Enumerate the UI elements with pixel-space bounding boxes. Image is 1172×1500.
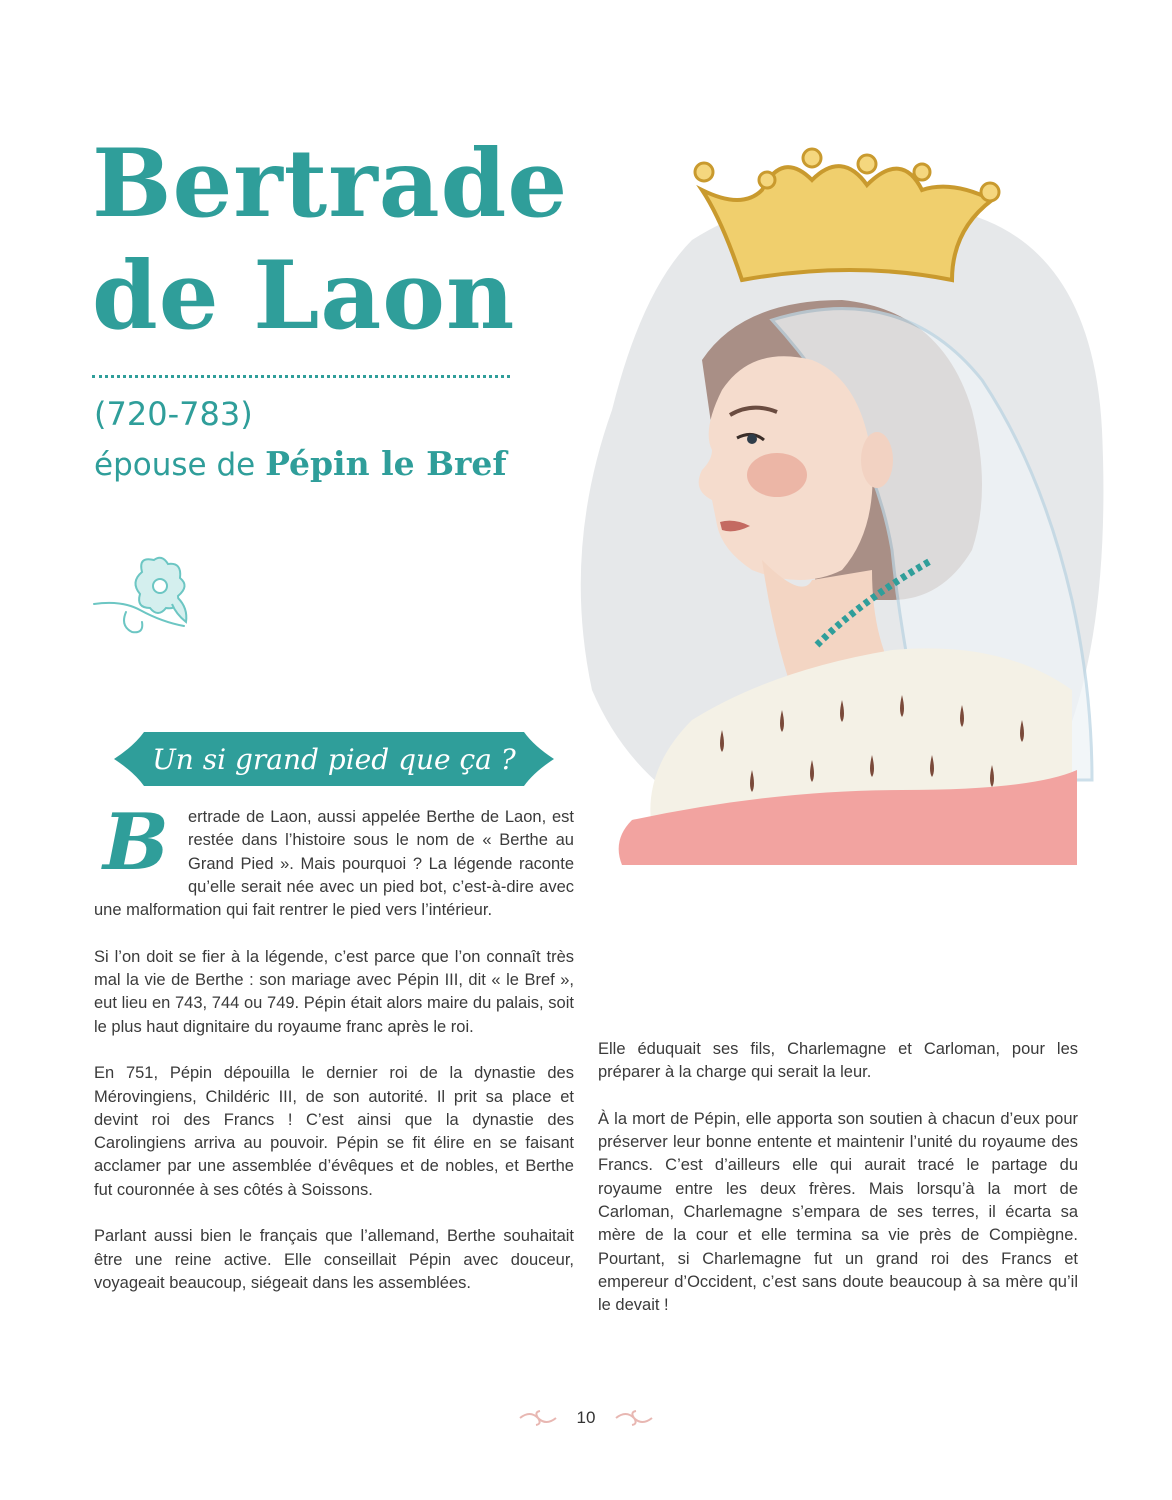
- section-title: Un si grand pied que ça ?: [152, 742, 516, 776]
- spouse-line: [94, 444, 507, 483]
- paragraph-1-text: ertrade de Laon, aussi appelée Berthe de Laon, est restée dans l’histoire sous le nom de « Berthe au Grand Pied ». Mais pourquoi ? La légende raconte qu’elle serait née avec un pied bot, c’est-à-dire avec une malformation qui fait rentrer le pied vers l’intérieur.: [94, 808, 574, 920]
- flourish-icon: [612, 1408, 654, 1428]
- paragraph-3: En 751, Pépin dépouilla le dernier roi de la dynastie des Mérovingiens, Childéric III, de son autorité. Il prit sa place et devint roi des Francs ! C’est ainsi que la dynastie des Carolingiens arriva au pouvoir. Pépin se fit élire en se faisant acclamer par une assemblée d’évêques et de nobles, et Berthe fut couronnée à ses côtés à Soissons.: [94, 1064, 574, 1199]
- paragraph-5: Elle éduquait ses fils, Charlemagne et Carloman, pour les préparer à la charge qui serait la leur.: [598, 1040, 1078, 1082]
- page-number: 10: [576, 1408, 596, 1427]
- life-dates: (720-783): [94, 395, 253, 433]
- page-title: [92, 128, 572, 352]
- paragraph-4: Parlant aussi bien le français que l’allemand, Berthe souhaitait être une reine active. Elle conseillait Pépin avec douceur, voyageait beaucoup, siégeait dans les assemblées.: [94, 1227, 574, 1292]
- text-column-right: [598, 1038, 1078, 1341]
- text-column-left: [94, 797, 574, 1319]
- title-line-2: de Laon: [92, 241, 516, 351]
- paragraph-6: À la mort de Pépin, elle apporta son soutien à chacun d’eux pour préserver leur bonne entente et maintenir l’unité du royaume des Francs. C’est d’ailleurs elle qui aurait tracé le partage du royaume entre les deux frères. Mais lorsqu’à la mort de Carloman, Charlemagne s’empara de ses terres, il écarta sa mère de la cour et elle termina sa vie près de Compiègne. Pourtant, si Charlemagne fut un grand roi des Francs et empereur d’Occident, c’est sans doute beaucoup à sa mère qu’il le devait !: [598, 1109, 1078, 1315]
- drop-cap: B: [103, 797, 169, 888]
- spouse-name: Pépin le Bref: [265, 444, 507, 483]
- paragraph-2: Si l’on doit se fier à la légende, c’est parce que l’on connaît très mal la vie de Berthe : son mariage avec Pépin III, dit « le Bref », eut lieu en 743, 744 ou 749. Pépin était alors maire du palais, soit le plus haut dignitaire du royaume franc après le roi.: [94, 947, 574, 1036]
- queen-portrait-illustration: [572, 130, 1112, 870]
- spouse-prefix: épouse de: [94, 447, 256, 483]
- dotted-divider: [92, 375, 510, 378]
- title-line-1: Bertrade: [92, 129, 569, 239]
- flower-ornament-icon: [92, 552, 192, 638]
- paragraph-1: [94, 797, 574, 922]
- flourish-icon: [518, 1408, 560, 1428]
